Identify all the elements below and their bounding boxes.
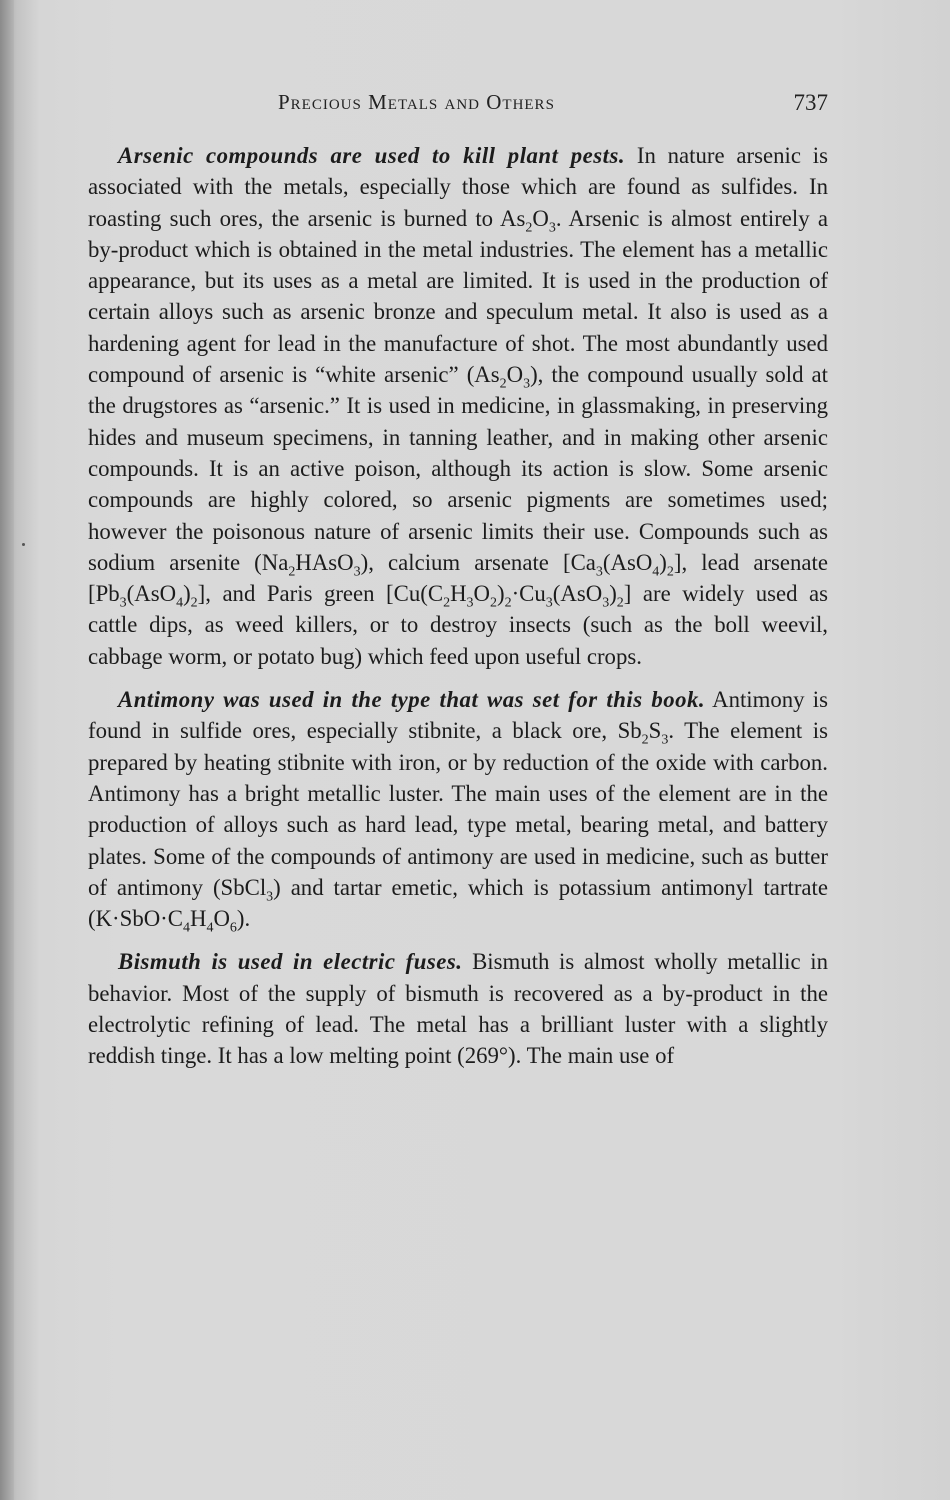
running-title: Precious Metals and Others (278, 90, 555, 114)
paragraph-lead: Antimony was used in the type that was set for this book. (118, 687, 706, 713)
subscript: 3 (602, 595, 610, 611)
subscript: 4 (206, 920, 214, 936)
subscript: 2 (641, 732, 649, 748)
subscript: 3 (119, 595, 127, 611)
paragraph-lead: Arsenic compounds are used to kill plant pests. (118, 143, 626, 168)
subscript: 2 (525, 220, 533, 236)
running-head (88, 90, 828, 120)
subscript: 3 (595, 564, 603, 580)
subscript: 2 (666, 564, 674, 580)
subscript: 3 (545, 595, 553, 611)
subscript: 3 (548, 220, 556, 236)
page-number: 737 (793, 90, 828, 115)
subscript: 4 (176, 595, 184, 611)
subscript: 2 (443, 595, 451, 611)
paragraph-body: In nature arsenic is associated with the metals, especially those which are found as sulfides. In roasting such ores, the arsenic is burned to $As_2O_3$. Arsenic is almost entirely a by-product which is obtained in the metal industries. The element has a metallic appearance, but its uses as a metal are limited. It is used in the production of certain alloys such as arsenic bronze and speculum metal. It also is used as a hardening agent for lead in the manufacture of shot. The most abundantly used compound of arsenic is “white arsenic” $(As_2O_3)$, the compound usually sold at the drugstores as “arsenic.” It is used in medicine, in glassmaking, in preserving hides and museum specimens, in tanning leather, and in making other arsenic compounds. It is an active poison, although its action is slow. Some arsenic compounds are highly colored, so arsenic pigments are sometimes used; however the poisonous nature of arsenic limits their use. Compounds such as sodium arsenite $(Na_2HAsO_3)$, calcium arsenate $[Ca_3(AsO_4)_2]$, lead arsenate $[Pb_3(AsO_4)_2]$, and Paris green $[Cu(C_2H_3O_2)_2\cdot Cu_3(AsO_3)_2]$ are widely used as cattle dips, as weed killers, or to destroy insects (such as the boll weevil, cabbage worm, or potato bug) which feed upon useful crops. (88, 143, 829, 669)
subscript: 3 (523, 376, 531, 392)
subscript: 6 (229, 920, 237, 936)
subscript: 2 (288, 564, 296, 580)
paper-speck (22, 543, 25, 546)
subscript: 2 (504, 595, 512, 611)
subscript: 3 (266, 889, 274, 905)
paragraph-lead: Bismuth is used in electric fuses. (118, 949, 463, 975)
subscript: 2 (490, 595, 497, 611)
paragraph-body: Bismuth is almost wholly metallic in behavior. Most of the supply of bismuth is recovered as a by-product in the electrolytic refining of lead. The metal has a brilliant luster with a slightly reddish tinge. It has a low melting point (269°). The main use of (88, 949, 828, 1069)
subscript: 2 (499, 376, 507, 392)
paragraph-body: Antimony is found in sulfide ores, especially stibnite, a black ore, $Sb_2S_3$. The element is prepared by heating stibnite with iron, or by reduction of the oxide with carbon. Antimony has a bright metallic luster. The main uses of the element are in the production of alloys such as hard lead, type metal, bearing metal, and battery plates. Some of the compounds of antimony are used in medicine, such as butter of antimony (SbCl$_3$) and tartar emetic, which is potassium antimonyl tartrate $(K\cdot SbO\cdot C_4H_4O_6)$. (88, 687, 828, 936)
subscript: 3 (466, 595, 474, 611)
paragraph-bismuth (88, 946, 828, 1071)
subscript: 4 (182, 920, 190, 936)
subscript: 2 (616, 595, 624, 611)
subscript: 3 (353, 564, 361, 580)
subscript: 4 (652, 564, 660, 580)
subscript: 2 (190, 595, 198, 611)
paragraph-antimony (88, 684, 828, 934)
paragraph-arsenic (88, 140, 828, 672)
body-text (88, 140, 828, 1084)
subscript: 3 (661, 732, 669, 748)
page-gutter-shadow (0, 0, 14, 1500)
